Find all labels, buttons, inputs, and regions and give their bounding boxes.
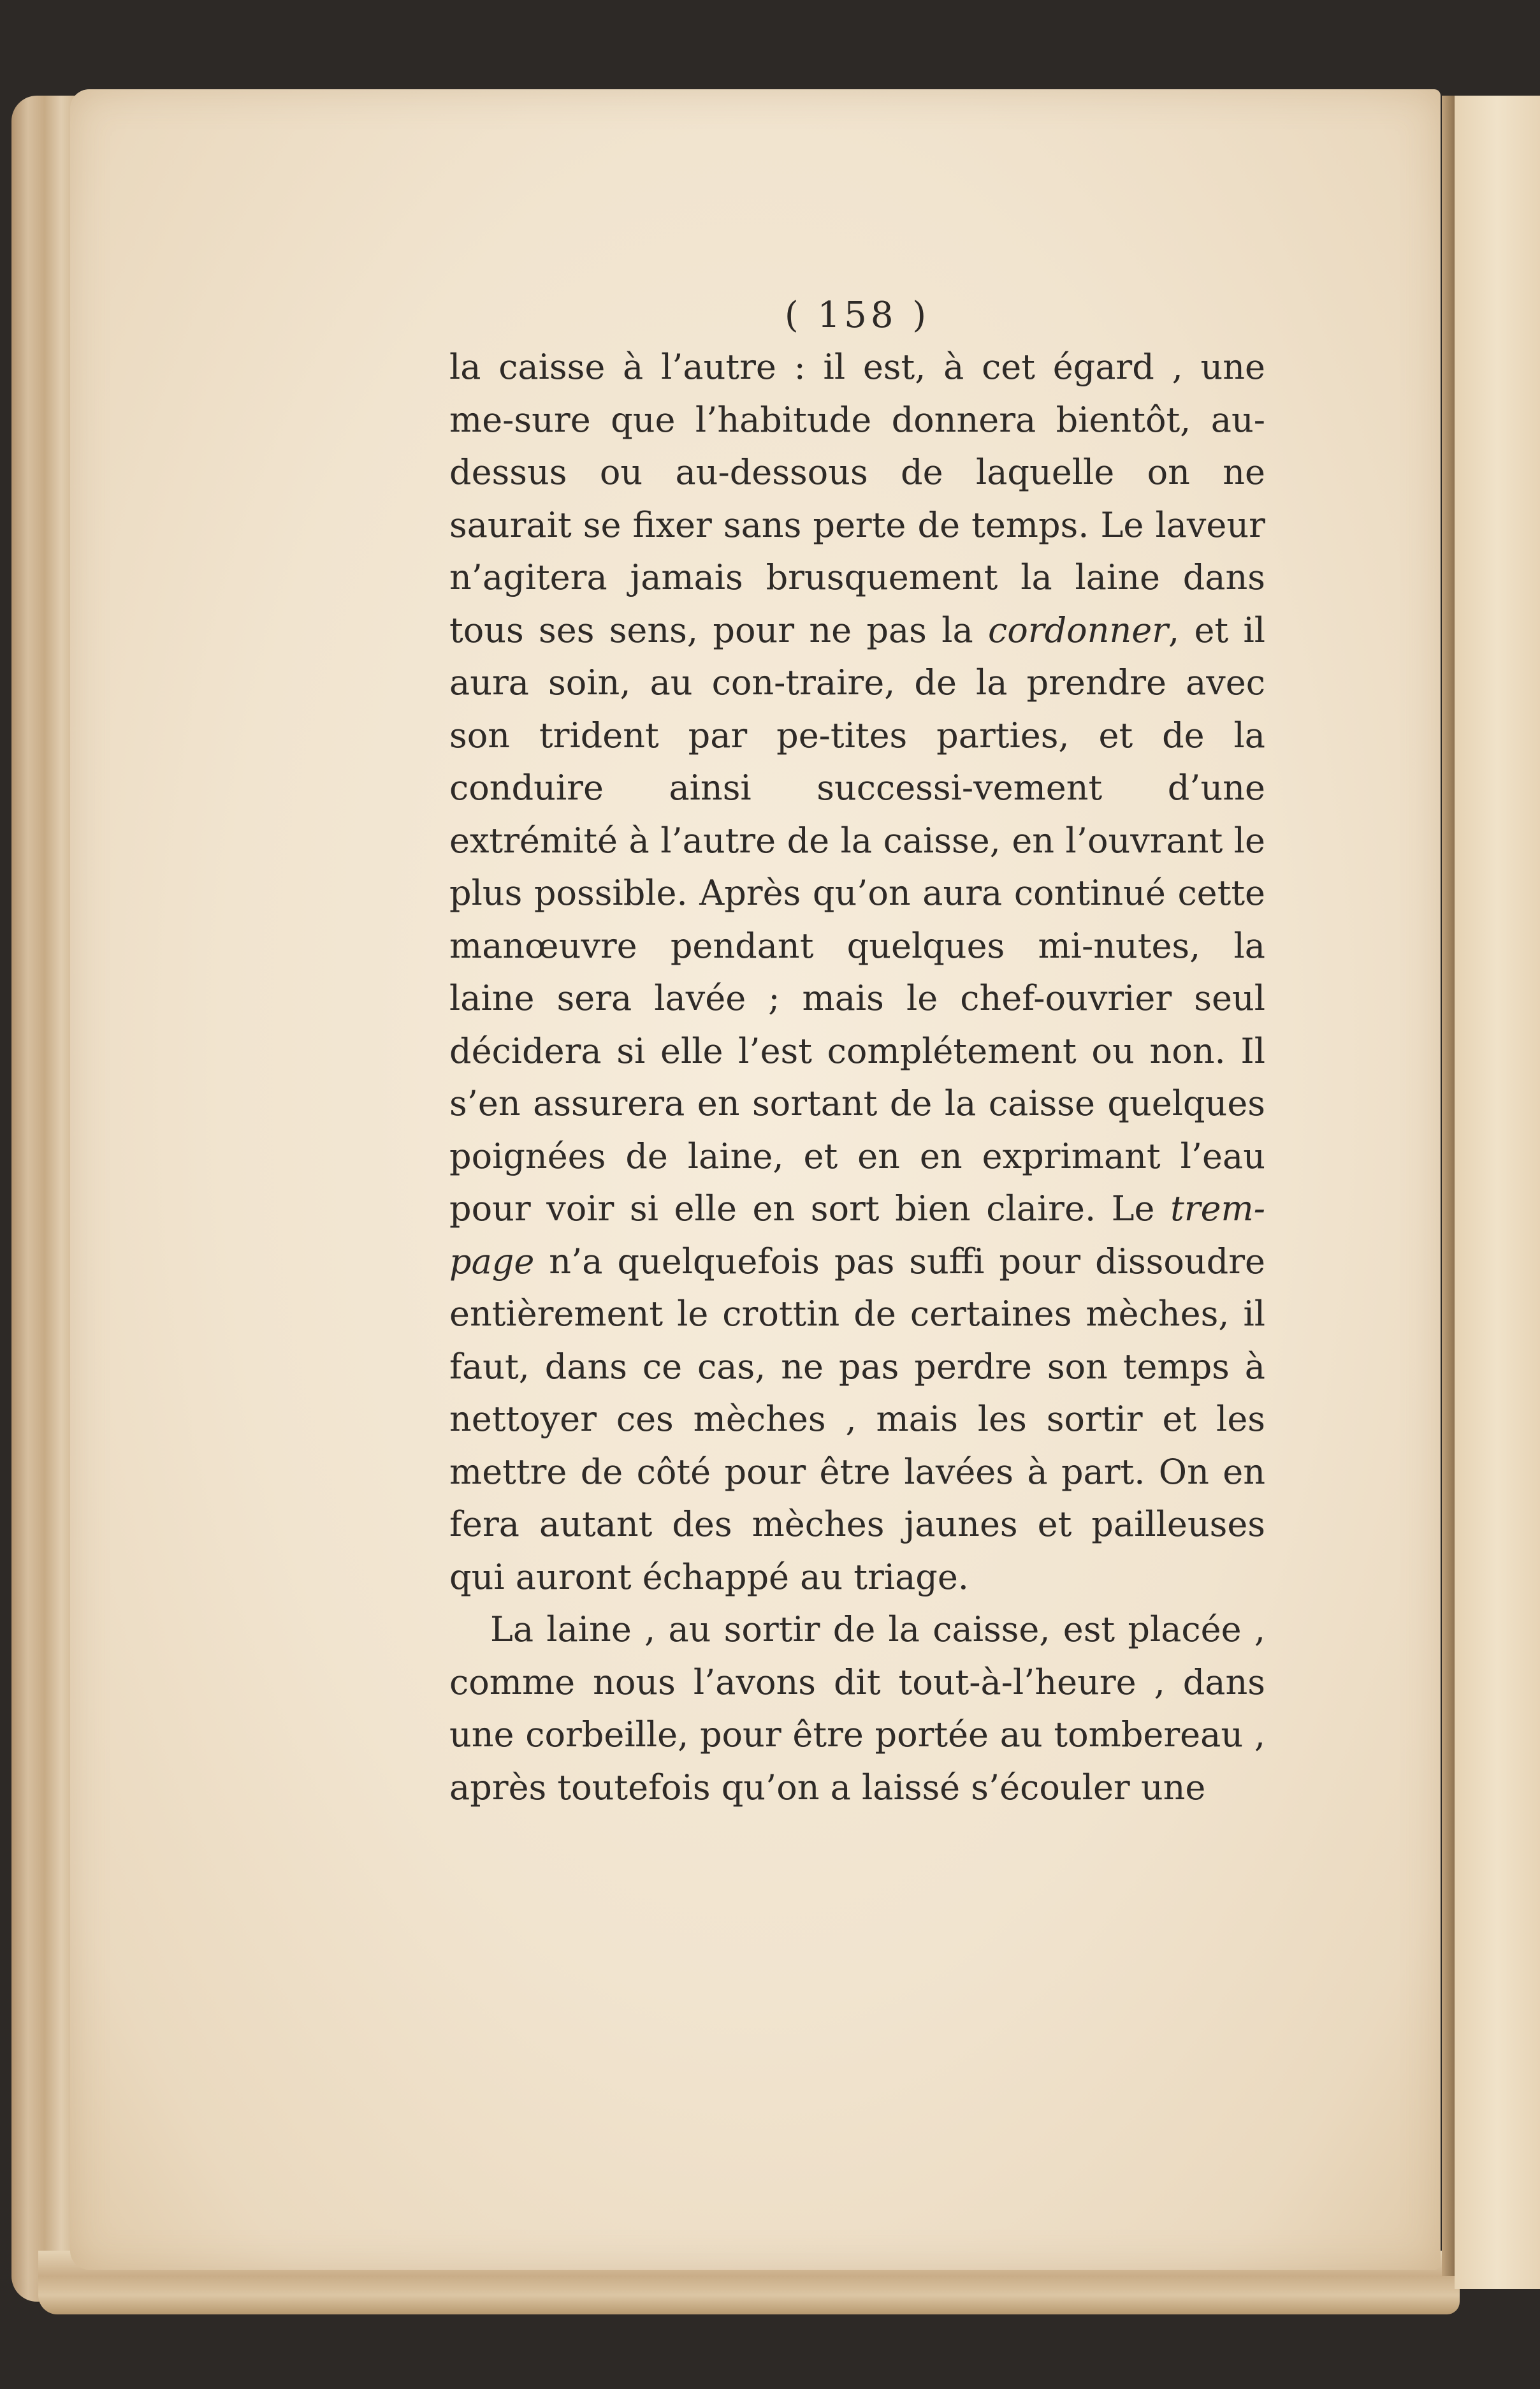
italic-term-cordonner: cordonner [988, 610, 1168, 650]
page-number: ( 158 ) [784, 295, 931, 336]
page-text-block [449, 290, 1265, 1814]
text-segment: n’a quelquefois pas suffi pour dissoudre entièrement le crottin de certaines mèches, il faut, dans ce cas, ne pas perdre son temps à nettoyer ces mèches , mais les sortir et les mettre de côté pour être lavées à part. On en fera autant des mèches jaunes et pailleuses qui auront échappé au triage. [449, 1241, 1265, 1597]
facing-page-edge [1455, 96, 1540, 2289]
text-segment: La laine , au sortir de la caisse, est placée , comme nous l’avons dit tout-à-l’heure , dans une corbeille, pour être portée au tombereau , après toutefois qu’on a laissé s’écouler une [449, 1609, 1265, 1808]
book-gutter [1442, 96, 1455, 2276]
paragraph-2 [449, 1604, 1265, 1814]
italic-term-trempage: trem-page [449, 1188, 1265, 1282]
text-segment: , et il aura soin, au con-traire, de la prendre avec son trident par pe-tites parties, et de la conduire ainsi successi-vement d’une extrémité à l’autre de la caisse, en l’ouvrant le plus possible. Après qu’on aura continué cette manœuvre pendant quelques mi-nutes, la laine sera lavée ; mais le chef-ouvrier seul décidera si elle l’est complétement ou non. Il s’en assurera en sortant de la caisse quelques poignées de laine, et en en exprimant l’eau pour voir si elle en sort bien claire. Le [449, 610, 1265, 1229]
paragraph-1 [449, 341, 1265, 1604]
text-segment: la caisse à l’autre : il est, à cet égard , une me-sure que l’habitude donnera bientôt, au-dessus ou au-dessous de laquelle on ne saurait se fixer sans perte de temps. Le laveur n’agitera jamais brusquement la laine dans tous ses sens, pour ne pas la [449, 347, 1265, 650]
